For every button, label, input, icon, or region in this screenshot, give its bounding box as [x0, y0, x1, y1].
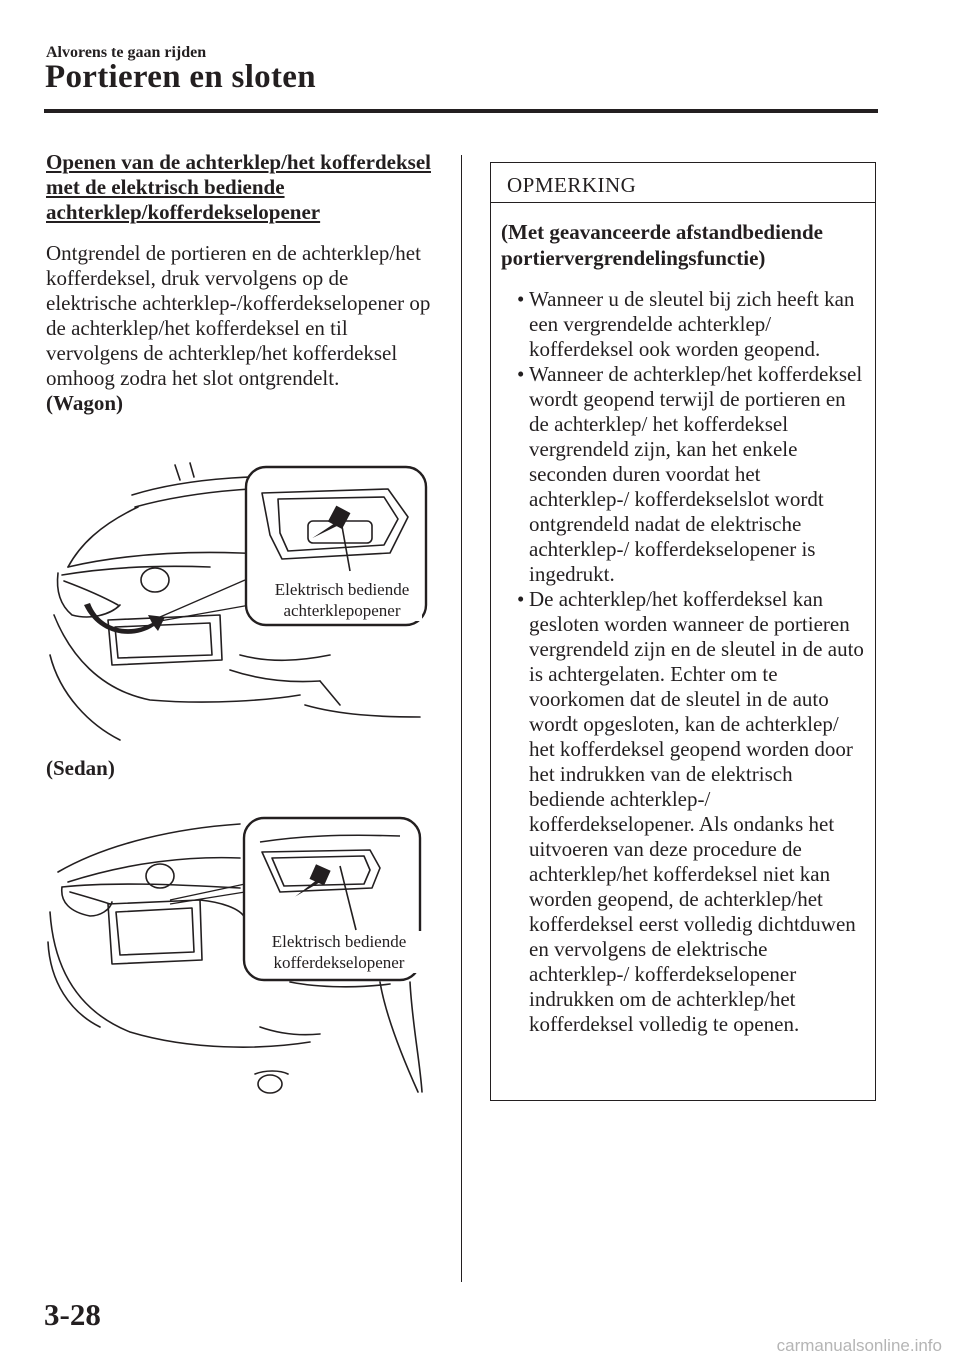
column-divider [461, 155, 462, 1282]
left-column [46, 150, 441, 416]
watermark: carmanualsonline.info [776, 1336, 942, 1355]
bullet-glyph: • [517, 287, 525, 311]
note-condition: (Met geavanceerde afstandbediende portiervergrendelingsfunctie) [501, 220, 823, 270]
sedan-right-taillight [200, 900, 245, 918]
note-item: • Wanneer u de sleutel bij zich heeft kan een vergrendelde achterklep/ kofferdeksel ook worden geopend. [517, 287, 855, 361]
wagon-emblem [141, 568, 169, 592]
wagon-rear-window [68, 507, 138, 567]
sedan-rear-window [58, 824, 240, 872]
wagon-callout-leader [160, 580, 250, 621]
note-box [490, 162, 876, 1101]
wagon-label: (Wagon) [46, 391, 124, 415]
wagon-callout-label: Elektrisch bediende achterklepopener [262, 579, 422, 621]
note-heading: OPMERKING [491, 163, 875, 203]
note-body [491, 203, 875, 1037]
page-number: 3-28 [44, 1297, 101, 1332]
page-title: Portieren en sloten [45, 59, 316, 95]
sedan-callout-label: Elektrisch bediende kofferdekselopener [254, 931, 424, 973]
section-label: Alvorens te gaan rijden [46, 44, 207, 61]
note-list [501, 287, 865, 1037]
note-item: • De achterklep/het kofferdeksel kan gesloten worden wanneer de portieren vergrendeld zijn en de sleutel in de auto is achtergelaten. Echter om te voorkomen dat de sleutel in de auto wordt opgesloten, kan de achterklep/ het kofferdeksel geopend worden door het indrukken van de elektrisch bediende achterklep-/ kofferdekselopener. Als ondanks het uitvoeren van deze procedure de achterklep/het kofferdeksel niet kan worden geopend, de achterklep/het kofferdeksel eerst volledig dichtduwen en vervolgens de elektrische achterklep-/ kofferdekselopener indrukken om de achterklep/het kofferdeksel volledig te openen. [517, 587, 864, 1036]
sedan-exhaust [258, 1075, 282, 1093]
title-rule [44, 109, 878, 113]
wagon-press-arrow [84, 603, 165, 634]
bullet-glyph: • [517, 362, 525, 386]
bullet-glyph: • [517, 587, 525, 611]
section-heading: Openen van de achterklep/het kofferdeksel met de elektrisch bediende achterklep/kofferdekselopener [46, 150, 431, 224]
instruction-text: Ontgrendel de portieren en de achterklep/het kofferdeksel, druk vervolgens op de elektrische achterklep-/kofferdekselopener op de achterklep/het kofferdeksel en til vervolgens de achterklep/het kofferdeksel omhoog zodra het slot ontgrendelt. [46, 241, 431, 390]
sedan-label: (Sedan) [46, 756, 115, 780]
note-item: • Wanneer de achterklep/het kofferdeksel wordt geopend terwijl de portieren en de achterklep/ het kofferdeksel vergrendeld zijn, kan het enkele seconden duren voordat het achterklep-/ kofferdekselslot wordt ontgrendeld nadat de elektrische achterklep-/ kofferdekselopener is ingedrukt. [517, 362, 863, 586]
